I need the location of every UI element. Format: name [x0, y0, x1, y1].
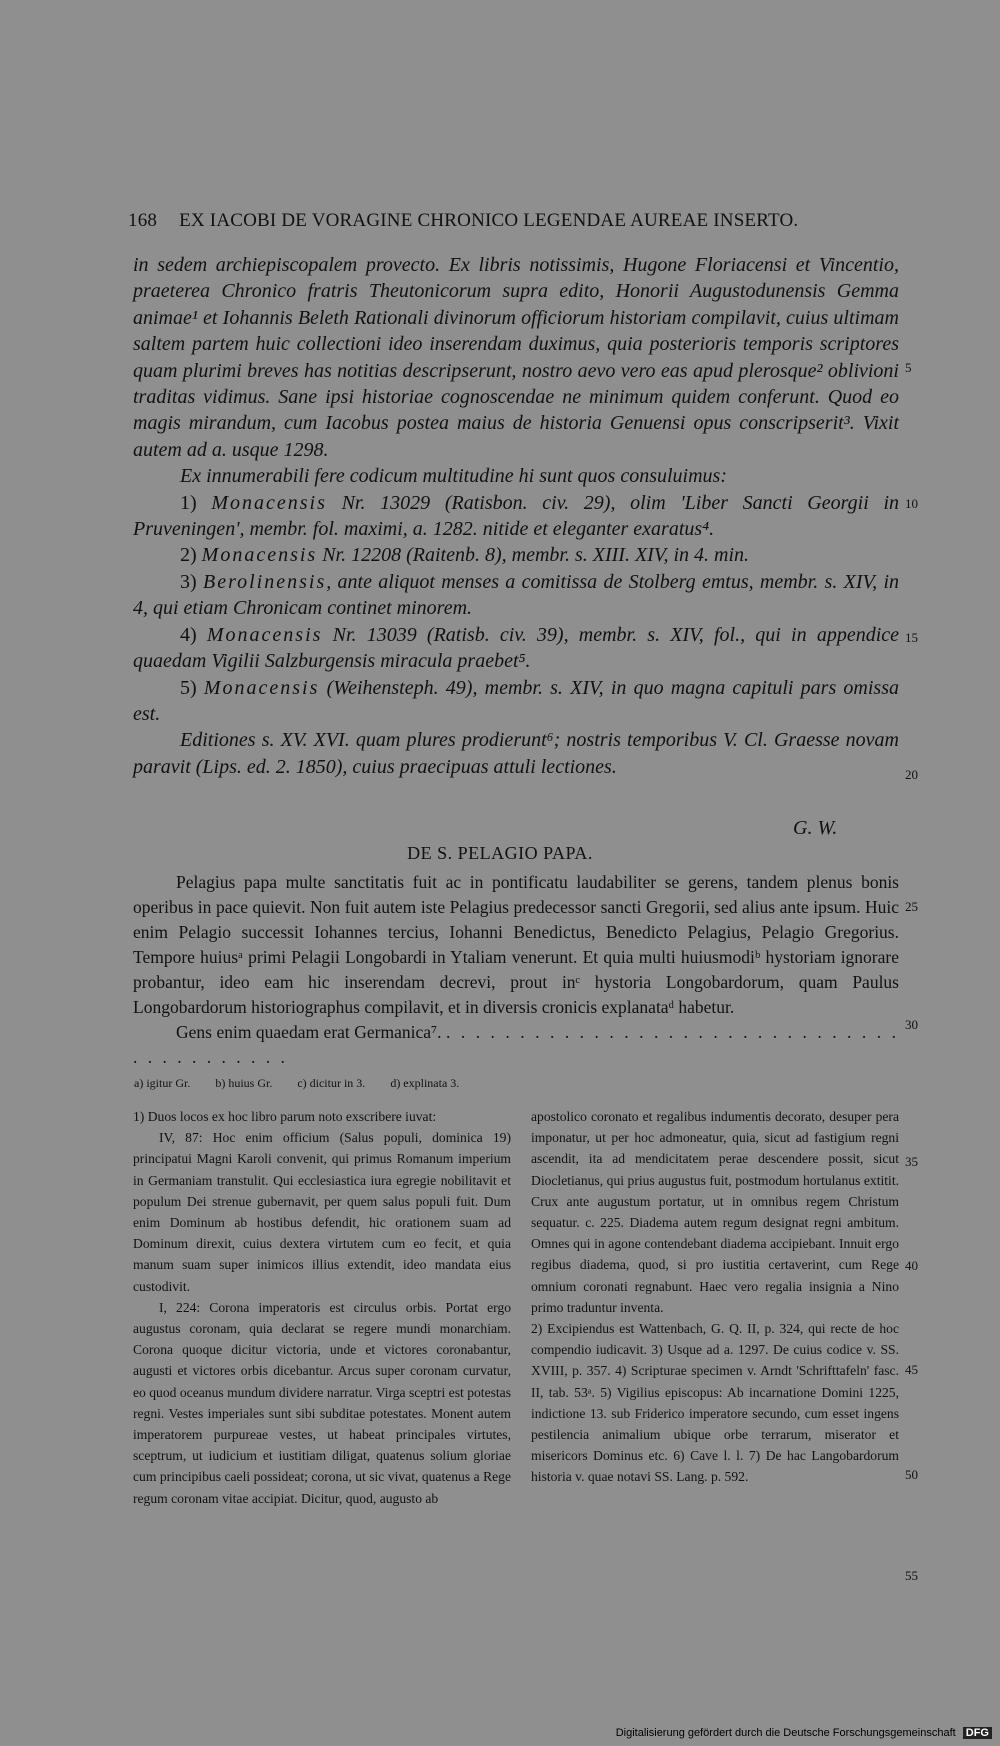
- codex-item: 3) Berolinensis, ante aliquot menses a comitissa de Stolberg emtus, membr. s. XIV, in 4, qui etiam Chronicam continet minorem.: [133, 570, 900, 620]
- digitization-footer: [616, 1727, 992, 1739]
- main-paragraph-2: Gens enim quaedam erat Germanica⁷. . . . . . . . . . . . . . . . . . . . . . . . . . . . . . . . . . . . . . . . . . .: [133, 1022, 899, 1067]
- footnote: 1) Duos locos ex hoc libro parum noto exscribere iuvat:: [133, 1109, 437, 1124]
- line-number: 25: [905, 899, 918, 914]
- codex-item: 2) Monacensis Nr. 12208 (Raitenb. 8), membr. s. XIII. XIV, in 4. min.: [180, 544, 750, 567]
- line-number: 30: [905, 1017, 918, 1032]
- running-header: [128, 210, 898, 232]
- codex-name: Monacensis: [206, 623, 323, 646]
- footnote: apostolico coronato et regalibus indumentis decorato, desuper pera imponatur, ut per hoc admoneatur, quia, sicut ad fastigium regni ascendit, ita ad mendicitatem perae descendere possit, sicut Diocletianus, qui prius augustus fuit, postmodum hortulanus extitit. Crux ante augustum portatur, ut in omnibus regem Christum sequatur. c. 225. Diadema autem regum designat regni ambitum. Omnes qui in agone contendebant diadema accipiebant. Innuit ergo regibus diadema, quod, si pro iustitia certaverint, cum Rege omnium coronati regnabunt. Haec vero regalia insignia a Nino primo traduntur inventa.: [531, 1109, 899, 1315]
- variant-note: d) explinata 3.: [390, 1076, 460, 1090]
- footer-text: Digitalisierung gefördert durch die Deutsche Forschungsgemeinschaft: [615, 1727, 956, 1739]
- line-number: 55: [905, 1568, 918, 1583]
- footnotes-right-column: [531, 1106, 899, 1488]
- footnote: IV, 87: Hoc enim officium (Salus populi, dominica 19) principatui Magni Karoli convenit, qui primus Romanum imperium in Germaniam transtulit. Qui ecclesiastica iura egregie nobilitavit et populum Dei strenue gubernavit, per quem salus populi fuit. Dum enim Dominum ab hostibus defendit, hic orationem suam ad Dominum direxit, cuius dextera virtutem cum eo fecit, et quia manum suam super inimicos illius extendit, ideo mandata eius custodivit.: [133, 1130, 511, 1294]
- variant-notes: [134, 1076, 481, 1091]
- page-number: 168: [128, 210, 158, 231]
- variant-note: a) igitur Gr.: [134, 1076, 191, 1090]
- codex-item: 1) Monacensis Nr. 13029 (Ratisbon. civ. 29), olim 'Liber Sancti Georgii in Pruveningen', membr. fol. maximi, a. 1282. nitide et eleganter exaratus⁴.: [133, 491, 900, 541]
- line-number: 5: [905, 360, 912, 375]
- dfg-logo: DFG: [963, 1727, 992, 1739]
- section-title: DE S. PELAGIO PAPA.: [407, 843, 593, 863]
- running-title: EX IACOBI DE VORAGINE CHRONICO LEGENDAE AUREAE INSERTO.: [179, 210, 799, 231]
- variant-note: c) dicitur in 3.: [297, 1076, 366, 1090]
- main-paragraph-1: Pelagius papa multe sanctitatis fuit ac in pontificatu laudabiliter se gerens, tandem plenus bonis operibus in pace quievit. Non fuit autem iste Pelagius predecessor sancti Gregorii, sed alius ante ipsum. Huic enim Pelagio successit Iohannes tercius, Iohanni Benedictus, Benedicto Pelagius, Pelagio Gregorius. Tempore huiusᵃ primi Pelagii Longobardi in Ytaliam venerunt. Et quia multi huiusmodiᵇ hystoriam ignorare probantur, ideo eam hic inserendam decrevi, prout inᶜ hystoria Longobardorum, quam Paulus Longobardorum historiographus compilavit, et in diversis cronicis explanataᵈ habetur.: [133, 872, 899, 1017]
- variant-note: b) huius Gr.: [215, 1076, 273, 1090]
- line-number: 50: [905, 1467, 918, 1482]
- intro-paragraph-1: in sedem archiepiscopalem provecto. Ex libris notissimis, Hugone Floriacensi et Vincentio, praeterea Chronico fratris Theutonicorum supra edito, Honorii Augustodunensis Gemma animae¹ et Iohannis Beleth Rationali divinorum officiorum historiam compilavit, cuius ultimam saltem partem huic collectioni ideo inserendam duximus, quia posterioris temporis scriptores quam plurimi breves has notitias descripserunt, nostro aevo vero eas apud plerosque² oblivioni traditas vidimus. Sane ipsi historiae cognoscendae ne minimum quidem conferunt. Quod eo magis mirandum, cum Iacobus postea maius de historia Genuensi opus conscripserit³. Vixit autem ad a. usque 1298.: [133, 254, 899, 461]
- omission-dots: . . . . . . . . . . . . . . . . . . . . . . . . . . . . . . . . . . . . . . . . . .: [133, 1022, 899, 1067]
- footnote: 2) Excipiendus est Wattenbach, G. Q. II, p. 324, qui recte de hoc compendio iudicavit. 3) Usque ad a. 1297. De cuius codice v. SS. XVIII, p. 357. 4) Scripturae specimen v. Arndt 'Schrifttafeln' fasc. II, tab. 53ᵃ. 5) Vigilius episcopus: Ab incarnatione Domini 1225, indictione 13. sub Friderico imperatore secundo, cum esset ingens pestilencia animalium ubique orbe terrarum, miserator et misericors Dominus etc. 6) Cave l. l. 7) De hac Langobardorum historia v. quae notavi SS. Lang. p. 592.: [531, 1321, 899, 1485]
- codex-name: Monacensis: [203, 676, 320, 699]
- line-number: 15: [905, 630, 918, 645]
- codex-item: 5) Monacensis (Weihensteph. 49), membr. s. XIV, in quo magna capituli pars omissa est.: [133, 676, 899, 725]
- main-text: [133, 870, 899, 1070]
- intro-paragraph-2: Ex innumerabili fere codicum multitudine hi sunt quos consuluimus:: [180, 465, 727, 488]
- footnotes-left-column: [133, 1106, 511, 1509]
- line-number: 45: [905, 1362, 918, 1377]
- codex-name: Monacensis: [201, 544, 318, 567]
- codex-name: Berolinensis: [202, 570, 327, 593]
- line-number: 10: [905, 496, 918, 511]
- line-number: 20: [905, 767, 918, 782]
- footnote: I, 224: Corona imperatoris est circulus orbis. Portat ergo augustus coronam, quia declarat se regere mundi monarchiam. Corona quoque dicitur victoria, unde et victores coronabantur, augusti et victores orbis dicebantur. Arcus super coronam curvatur, eo quod oceanus mundum dividere narratur. Virga sceptri est potestas regni. Vestes imperiales sunt sibi subditae potestates. Monent autem imperatorem purpureae vestes, ut habeat principales virtutes, sceptrum, ut iudicium et iustitiam diligat, quatenus solium gloriae cum principibus caeli possideat; corona, ut sic vivat, quatenus a Rege regum coronam vitae accipiat. Dicitur, quod, augusto ab: [133, 1299, 511, 1506]
- codex-name: Monacensis: [211, 491, 327, 514]
- intro-paragraph-3: Editiones s. XV. XVI. quam plures prodierunt⁶; nostris temporibus V. Cl. Graesse novam paravit (Lips. ed. 2. 1850), cuius praecipuas attuli lectiones.: [133, 729, 899, 778]
- line-number: 35: [905, 1154, 918, 1169]
- codex-item: 4) Monacensis Nr. 13039 (Ratisb. civ. 39), membr. s. XIV, fol., qui in appendice quaedam Vigilii Salzburgensis miracula praebet⁵.: [133, 623, 900, 673]
- line-number: 40: [905, 1258, 918, 1273]
- editor-signature: G. W.: [793, 817, 838, 839]
- introduction: [133, 252, 899, 780]
